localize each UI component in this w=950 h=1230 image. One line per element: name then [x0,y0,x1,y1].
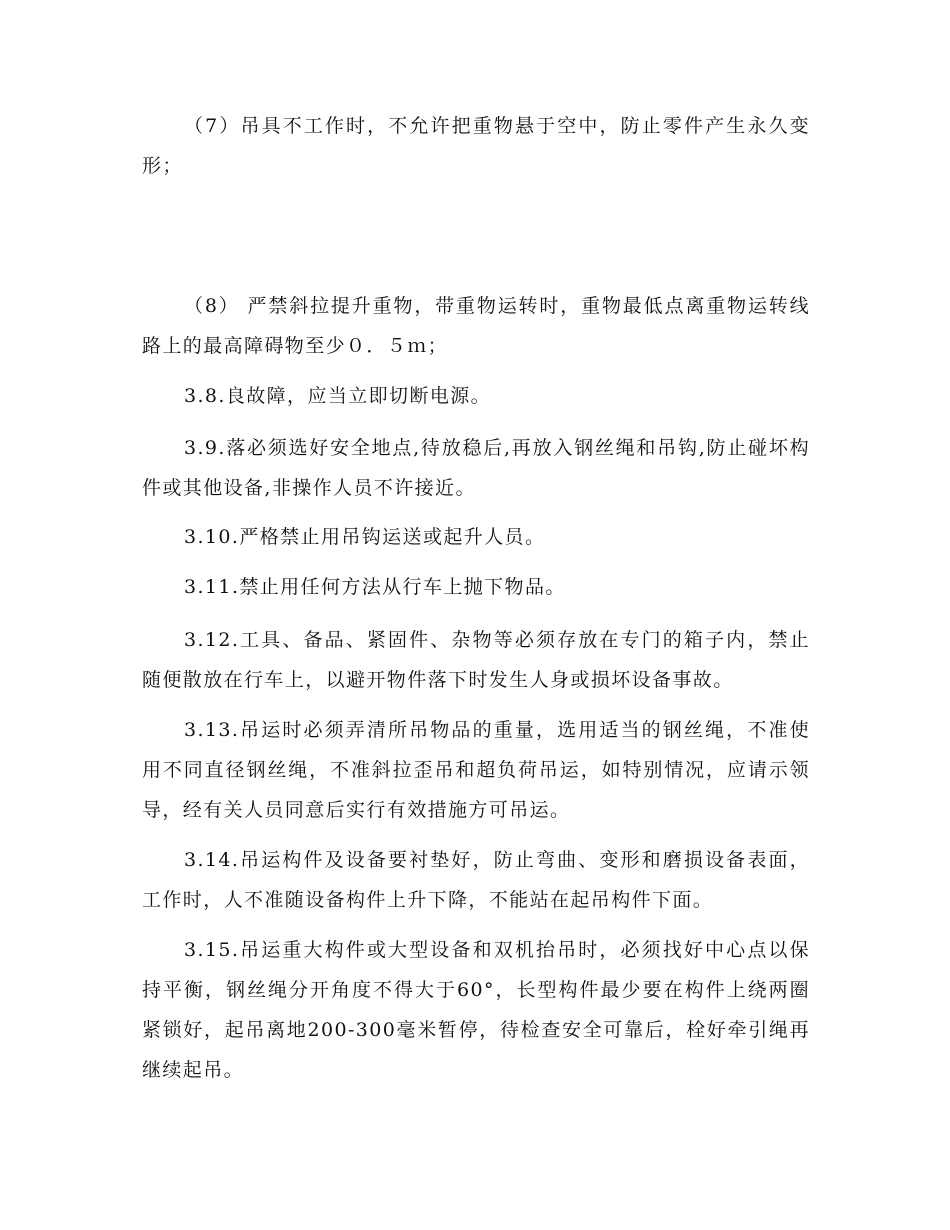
paragraph-3-14: 3.14.吊运构件及设备要衬垫好，防止弯曲、变形和磨损设备表面，工作时，人不准随设备构件上升下降，不能站在起吊构件下面。 [142,849,810,911]
paragraph-3-10: 3.10.严格禁止用吊钩运送或起升人员。 [184,526,546,548]
paragraph-item-8: （8） 严禁斜拉提升重物，带重物运转时，重物最低点离重物运转线路上的最高障碍物至少０．５ｍ； [142,295,810,357]
paragraph-3-15: 3.15.吊运重大构件或大型设备和双机抬吊时，必须找好中心点以保持平衡，钢丝绳分开角度不得大于60°，长型构件最少要在构件上绕两圈紧锁好，起吊离地200-300毫米暂停，待检查安全可靠后，栓好牵引绳再继续起吊。 [142,939,810,1081]
paragraph-3-11: 3.11.禁止用任何方法从行车上抛下物品。 [184,576,566,598]
paragraph-3-9: 3.9.落必须选好安全地点,待放稳后,再放入钢丝绳和吊钩,防止碰坏构件或其他设备,非操作人员不许接近。 [142,437,810,499]
paragraph-3-13: 3.13.吊运时必须弄清所吊物品的重量，选用适当的钢丝绳，不准使用不同直径钢丝绳，不准斜拉歪吊和超负荷吊运，如特别情况，应请示领导，经有关人员同意后实行有效措施方可吊运。 [142,719,810,821]
paragraph-3-12: 3.12.工具、备品、紧固件、杂物等必须存放在专门的箱子内，禁止随便散放在行车上，以避开物件落下时发生人身或损坏设备事故。 [142,629,810,691]
paragraph-item-7: （7）吊具不工作时，不允许把重物悬于空中，防止零件产生永久变形； [142,115,810,177]
paragraph-3-8: 3.8.良故障，应当立即切断电源。 [184,385,492,407]
